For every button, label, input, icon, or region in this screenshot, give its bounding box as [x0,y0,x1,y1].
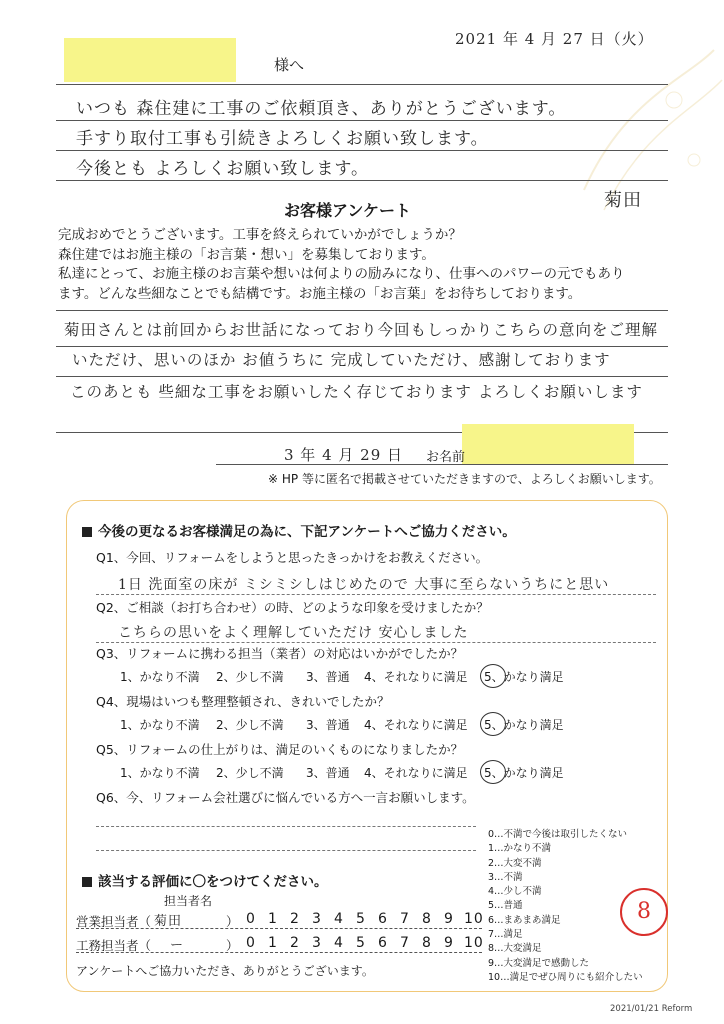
survey-intro-line: 森住建ではお施主様の「お言葉・想い」を募集しております。 [58,246,435,263]
customer-message-line: 菊田さんとは前回からお世話になっており今回もしっかりこちらの意向をご理解 [64,321,659,339]
rating-heading [82,870,328,890]
question-3: Q3、リフォームに携わる担当（業者）の対応はいかがでしたか？ [96,646,464,661]
addressee-suffix: 様へ [274,56,305,74]
rating-legend [488,828,643,985]
legend-item: 2…大変不満 [488,857,542,869]
legend-item: 9…大変満足で感動した [488,957,590,969]
thanks-message: アンケートへご協力いただき、ありがとうございます。 [76,964,374,978]
option-4[interactable]: 4、それなりに満足 [364,670,468,684]
handwritten-date: 2021 年 4 月 27 日（火） [455,30,654,48]
anonymity-note: ※ HP 等に匿名で掲載させていただきますので、よろしくお願いします。 [268,472,661,486]
rule [216,464,668,465]
questionnaire-heading [82,520,516,540]
selected-circle [480,712,506,736]
staff-name-label: 担当者名 [164,894,213,908]
bullet-square-icon [82,527,92,537]
legend-item: 7…満足 [488,929,523,941]
scale-value[interactable]: 7 [400,911,410,927]
legend-item: 10…満足でぜひ周りにも紹介したい [488,971,643,983]
scale-value[interactable]: 10 [464,911,484,927]
close-paren: ） [226,938,239,953]
question-1: Q1、今回、リフォームをしようと思ったきっかけをお教えください。 [96,550,489,565]
scale-value[interactable]: 0 [246,935,256,951]
scale-value[interactable]: 3 [312,911,322,927]
questionnaire-heading-text: 今後の更なるお客様満足の為に、下記アンケートへご協力ください。 [98,524,516,540]
scale-value[interactable]: 1 [268,911,278,927]
bullet-square-icon [82,877,92,887]
survey-intro [58,226,668,304]
option-2[interactable]: 2、少し不満 [216,670,284,684]
scale-value[interactable]: 9 [444,935,454,951]
scale-value[interactable]: 8 [422,911,432,927]
options-q3 [120,668,600,686]
rule [76,928,482,929]
scale-value[interactable]: 4 [334,911,344,927]
customer-message-line: このあとも 些細な工事をお願いしたく存じております よろしくお願いします [70,383,643,401]
option-5[interactable]: 5、かなり満足 [484,718,564,732]
scale-value[interactable]: 8 [422,935,432,951]
staff-message-line: 今後とも よろしくお願い致します。 [76,159,370,179]
question-6: Q6、今、リフォーム会社選びに悩んでいる方へ一言お願いします。 [96,790,475,805]
scale-value[interactable]: 2 [290,911,300,927]
scale-value[interactable]: 3 [312,935,322,951]
scale-value[interactable]: 0 [246,911,256,927]
survey-intro-line: 完成おめでとうございます。工事を終えられていかがでしょうか？ [58,227,462,243]
rule [56,376,668,377]
option-4[interactable]: 4、それなりに満足 [364,766,468,780]
sales-label: 営業担当者（ [76,914,152,929]
answer-line [96,594,656,595]
option-5[interactable]: 5、かなり満足 [484,670,564,684]
question-2: Q2、ご相談（お打ち合わせ）の時、どのような印象を受けましたか？ [96,600,489,615]
legend-item: 5…普通 [488,900,523,912]
red-circled-rating-stamp: 8 [620,888,668,936]
scale-value[interactable]: 7 [400,935,410,951]
option-5[interactable]: 5、かなり満足 [484,766,564,780]
staff-signature: 菊田 [604,190,642,211]
survey-intro-line: 私達にとって、お施主様のお言葉や想いは何よりの励みになり、仕事へのパワーの元でもあり [58,266,625,282]
scale-value[interactable]: 1 [268,935,278,951]
answer-line [96,850,476,851]
rule [56,180,668,181]
option-3[interactable]: 3、普通 [306,766,350,780]
legend-item: 1…かなり不満 [488,843,552,855]
selected-circle [480,760,506,784]
rule [56,120,668,121]
scale-value[interactable]: 5 [356,935,366,951]
works-label: 工務担当者（ [76,938,152,953]
question-4: Q4、現場はいつも整理整頓され、きれいでしたか？ [96,694,390,709]
close-paren: ） [226,914,239,929]
works-name: ー [170,938,185,953]
options-q4 [120,716,600,734]
addressee-redacted [64,38,236,82]
name-label: お名前 [426,450,466,465]
scale-value[interactable]: 6 [378,935,388,951]
options-q5 [120,764,600,782]
decorative-ornament [564,40,724,240]
answer-2: こちらの思いをよく理解していただけ 安心しました [118,625,469,641]
legend-item: 8…大変満足 [488,943,542,955]
rule [56,346,668,347]
option-1[interactable]: 1、かなり不満 [120,766,200,780]
scale-value[interactable]: 10 [464,935,484,951]
option-1[interactable]: 1、かなり不満 [120,718,200,732]
survey-intro-line: ます。どんな些細なことでも結構です。お施主様の「お言葉」をお待ちしております。 [58,285,582,302]
staff-message-line: いつも 森住建に工事のご依頼頂き、ありがとうございます。 [76,99,567,119]
legend-item: 0…不満で今後は取引したくない [488,829,628,840]
survey-title: お客様アンケート [284,201,412,220]
customer-date: 3 年 4 月 29 日 [284,446,404,464]
answer-1: 1日 洗面室の床が ミシミシしはじめたので 大事に至らないうちにと思い [118,577,610,593]
legend-item: 4…少し不満 [488,886,542,898]
legend-item: 3…不満 [488,871,523,883]
form-version: 2021/01/21 Reform [610,1004,693,1014]
selected-circle [480,664,506,688]
option-3[interactable]: 3、普通 [306,718,350,732]
rule [56,310,668,311]
scale-value[interactable]: 5 [356,911,366,927]
scale-value[interactable]: 2 [290,935,300,951]
option-1[interactable]: 1、かなり不満 [120,670,200,684]
scale-value[interactable]: 4 [334,935,344,951]
option-2[interactable]: 2、少し不満 [216,718,284,732]
customer-name-redacted [462,424,634,464]
customer-message-line: いただけ、思いのほか お値うちに 完成していただけ、感謝しております [72,351,611,369]
answer-line [96,642,656,643]
question-5: Q5、リフォームの仕上がりは、満足のいくものになりましたか？ [96,742,464,757]
option-4[interactable]: 4、それなりに満足 [364,718,468,732]
rule [56,150,668,151]
rating-heading-text: 該当する評価に〇をつけてください。 [98,874,328,890]
legend-item: 6…まあまあ満足 [488,914,561,926]
sales-name: 菊田 [154,914,183,929]
rule [76,952,482,953]
option-2[interactable]: 2、少し不満 [216,766,284,780]
answer-line [96,826,476,827]
staff-message-line: 手すり取付工事も引続きよろしくお願い致します。 [76,129,489,149]
scale-value[interactable]: 6 [378,911,388,927]
rule [56,84,668,85]
option-3[interactable]: 3、普通 [306,670,350,684]
scale-value[interactable]: 9 [444,911,454,927]
